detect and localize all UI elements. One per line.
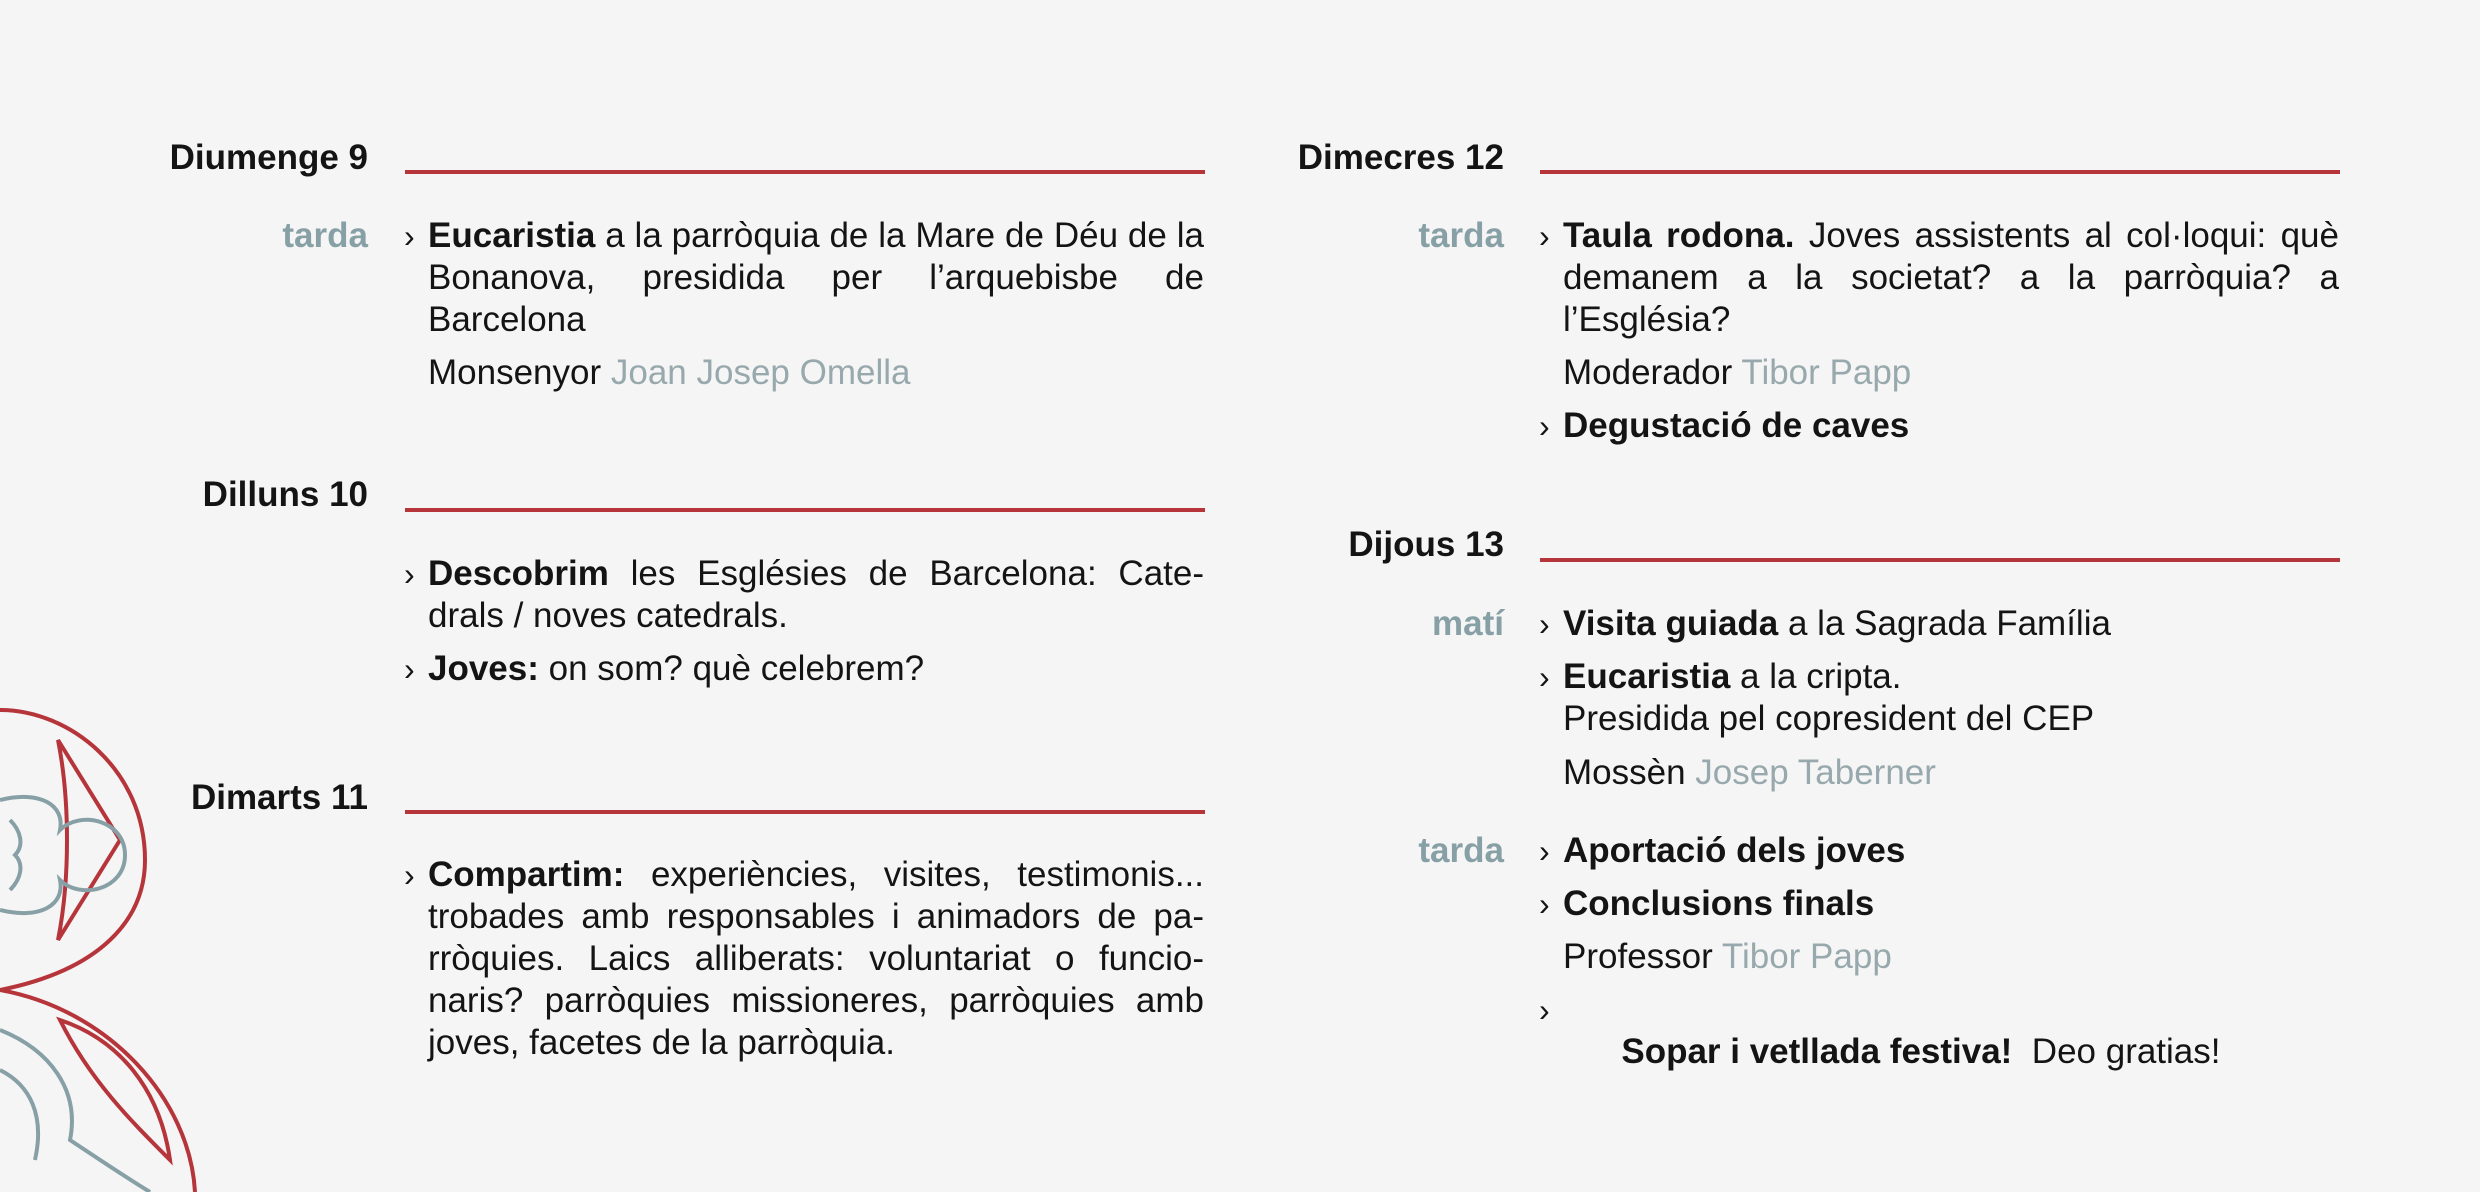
chevron-right-icon: ›: [404, 857, 415, 893]
item-text: a la cripta.: [1730, 657, 1902, 696]
item-text: a la Sagrada Família: [1778, 604, 2111, 643]
schedule-item: [404, 854, 1204, 1064]
chevron-right-icon: ›: [1539, 992, 1550, 1028]
item-text: Deo gratias!: [2012, 1032, 2221, 1071]
person-name: Joan Josep Omella: [610, 353, 911, 392]
gothic-ornament-icon: [0, 690, 210, 1192]
schedule-item: [1539, 603, 2339, 645]
person-name: Tibor Papp: [1741, 353, 1912, 392]
day-title: Dilluns 10: [202, 475, 368, 514]
item-lead: Visita guiada: [1563, 604, 1779, 643]
item-continuation: Presidida pel copresident del CEP: [1563, 699, 2095, 738]
item-text: les Esglésies de Barcelona: Cate- drals / noves catedrals.: [428, 554, 1204, 635]
person-name: Josep Taberner: [1695, 753, 1936, 792]
day-title: Diumenge 9: [169, 138, 368, 177]
schedule-item: [1539, 215, 2339, 341]
day-divider: [1540, 558, 2340, 562]
day-title: Dimecres 12: [1297, 138, 1504, 177]
time-slot-label: tarda: [1418, 831, 1504, 870]
item-lead: Eucaristia: [1563, 657, 1731, 696]
day-title: Dimarts 11: [190, 778, 368, 817]
chevron-right-icon: ›: [404, 556, 415, 592]
day-divider: [405, 810, 1205, 814]
item-text: experiències, visites, testimonis... trobades amb responsables i animadors de pa- rròquies. Laics alliberats: voluntariat o funcio- naris? parròquies missioneres, parròquies amb joves, facetes de la parròquia.: [428, 855, 1204, 1062]
schedule-item: [404, 648, 1204, 690]
chevron-right-icon: ›: [1539, 833, 1550, 869]
person-role: Monsenyor: [428, 353, 611, 392]
item-lead: Degustació de caves: [1563, 406, 1910, 445]
time-slot-label: tarda: [282, 216, 368, 255]
item-lead: Taula rodona.: [1563, 216, 1795, 255]
time-slot-label: matí: [1432, 604, 1504, 643]
item-lead: Aportació dels joves: [1563, 831, 1906, 870]
schedule-item: [404, 553, 1204, 637]
schedule-item: [404, 215, 1204, 341]
schedule-item: [1539, 989, 2339, 1115]
day-divider: [405, 508, 1205, 512]
presider: [1563, 752, 1936, 794]
item-lead: Conclusions finals: [1563, 884, 1875, 923]
schedule-item: [1539, 883, 2339, 925]
presider: [428, 352, 910, 394]
person-role: Professor: [1563, 937, 1722, 976]
item-lead: Descobrim: [428, 554, 609, 593]
day-divider: [1540, 170, 2340, 174]
chevron-right-icon: ›: [1539, 886, 1550, 922]
item-lead: Joves:: [428, 649, 539, 688]
speaker: [1563, 936, 1892, 978]
item-lead: Compartim:: [428, 855, 625, 894]
person-role: Mossèn: [1563, 753, 1696, 792]
chevron-right-icon: ›: [1539, 659, 1550, 695]
person-role: Moderador: [1563, 353, 1742, 392]
person-name: Tibor Papp: [1721, 937, 1892, 976]
schedule-item: [1539, 656, 2339, 698]
item-text: a la parròquia de la Mare de Déu de la Bonanova, presidida per l’arquebisbe de Barcelona: [428, 216, 1204, 339]
day-title: Dijous 13: [1348, 525, 1504, 564]
schedule-item: [1539, 405, 2339, 447]
moderator: [1563, 352, 1911, 394]
item-text: on som? què celebrem?: [538, 649, 925, 688]
schedule-item: [1539, 830, 2339, 872]
chevron-right-icon: ›: [1539, 218, 1550, 254]
item-lead: Sopar i vetllada festiva!: [1621, 1032, 2013, 1071]
chevron-right-icon: ›: [1539, 606, 1550, 642]
day-divider: [405, 170, 1205, 174]
chevron-right-icon: ›: [404, 218, 415, 254]
chevron-right-icon: ›: [1539, 408, 1550, 444]
item-lead: Eucaristia: [428, 216, 596, 255]
time-slot-label: tarda: [1418, 216, 1504, 255]
item-text: Joves assistents al col·loqui: què demanem a la societat? a la parròquia? a l’Església?: [1563, 216, 2339, 339]
chevron-right-icon: ›: [404, 651, 415, 687]
